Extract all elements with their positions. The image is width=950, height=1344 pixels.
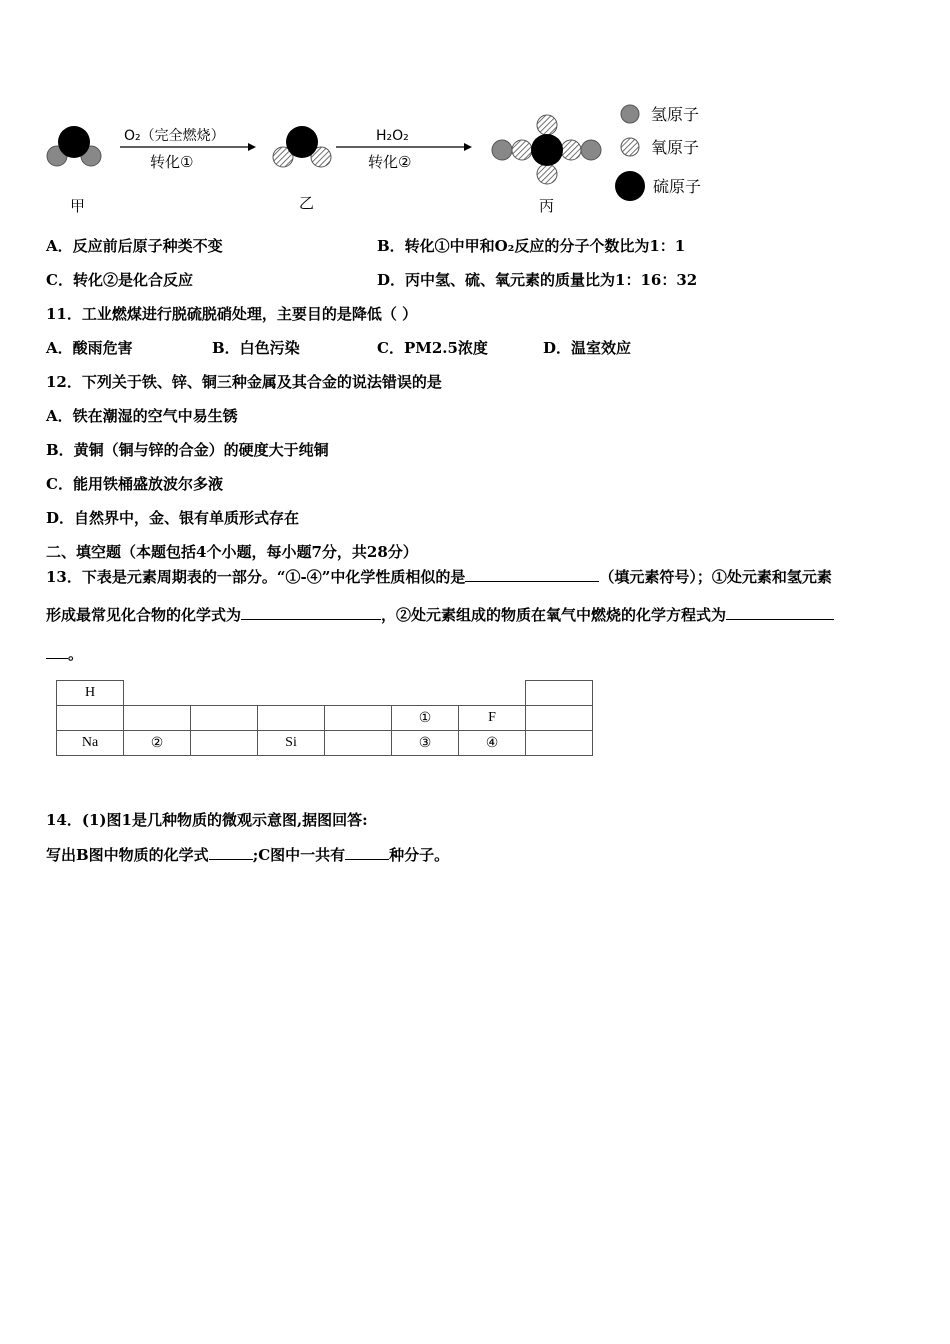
- table-cell: H: [57, 681, 124, 706]
- table-cell: [258, 706, 325, 731]
- q13-line-2: [46, 605, 834, 625]
- q11-option-c: C．PM2.5浓度: [377, 339, 488, 357]
- legend-oxygen-label: 氧原子: [651, 138, 700, 157]
- q13-blank-1[interactable]: [465, 567, 599, 582]
- molecule-bing: [492, 115, 601, 184]
- arrow1-top-text: O₂（完全燃烧）: [124, 128, 225, 144]
- table-cell: ①: [392, 706, 459, 731]
- q13-line-1: [46, 567, 832, 587]
- table-cell: [459, 681, 526, 706]
- q13-line-3: [46, 644, 83, 664]
- q10-option-c: C．转化②是化合反应: [46, 271, 193, 289]
- table-cell: [57, 706, 124, 731]
- table-cell: F: [459, 706, 526, 731]
- label-bing: 丙: [539, 197, 555, 215]
- molecule-jia: [47, 126, 101, 166]
- q13-blank-3-continued[interactable]: [46, 644, 68, 659]
- q14-stem: 14．(1)图1是几种物质的微观示意图,据图回答:: [46, 811, 368, 829]
- table-row: [57, 706, 593, 731]
- q14-blank-2[interactable]: [345, 845, 389, 860]
- q13-blank-2[interactable]: [241, 605, 381, 620]
- q10-option-d: D．丙中氢、硫、氧元素的质量比为1：16：32: [377, 271, 698, 289]
- q13-part-4: ，②处元素组成的物质在氧气中燃烧的化学方程式为: [381, 606, 727, 624]
- table-cell: [526, 706, 593, 731]
- arrow-conversion-2: [336, 128, 472, 171]
- q14-part-a: 写出B图中物质的化学式: [46, 846, 209, 864]
- legend: [615, 105, 701, 201]
- table-cell: [325, 681, 392, 706]
- table-cell: [392, 681, 459, 706]
- q13-part-3: 形成最常见化合物的化学式为: [46, 606, 242, 624]
- table-cell: [124, 706, 191, 731]
- periodic-table: [56, 680, 593, 756]
- q14-blank-1[interactable]: [209, 845, 253, 860]
- table-cell: [325, 706, 392, 731]
- table-cell: ④: [459, 731, 526, 756]
- q12-option-d: D．自然界中，金、银有单质形式存在: [46, 509, 300, 527]
- q14-part-b: ;C图中一共有: [252, 846, 346, 864]
- q14-part-c: 种分子。: [389, 846, 450, 864]
- table-cell: [325, 731, 392, 756]
- table-cell: [191, 706, 258, 731]
- arrow2-bottom-text: 转化②: [368, 153, 412, 171]
- q11-option-d: D．温室效应: [543, 339, 632, 357]
- q13-blank-3[interactable]: [726, 605, 834, 620]
- arrow1-bottom-text: 转化①: [150, 153, 194, 171]
- table-cell: Si: [258, 731, 325, 756]
- q13-part-2: （填元素符号）；①处元素和氢元素: [599, 568, 832, 586]
- q12-stem: 12．下列关于铁、锌、铜三种金属及其合金的说法错误的是: [46, 373, 442, 391]
- label-jia: 甲: [70, 197, 86, 215]
- q10-option-b: B．转化①中甲和O₂反应的分子个数比为1：1: [377, 237, 686, 255]
- arrow2-top-text: H₂O₂: [376, 128, 409, 144]
- table-cell: [258, 681, 325, 706]
- table-cell: Na: [57, 731, 124, 756]
- table-cell: [191, 681, 258, 706]
- q14-line-2: [46, 845, 449, 865]
- table-cell: [124, 681, 191, 706]
- q13-part-1: 13．下表是元素周期表的一部分。“①-④”中化学性质相似的是: [46, 568, 466, 586]
- table-cell: [526, 681, 593, 706]
- label-yi: 乙: [299, 194, 315, 212]
- q11-option-a: A．酸雨危害: [46, 339, 133, 357]
- table-row: [57, 731, 593, 756]
- molecule-yi: [273, 126, 331, 167]
- q12-option-c: C．能用铁桶盛放波尔多液: [46, 475, 223, 493]
- section-heading: 二、填空题（本题包括4个小题，每小题7分，共28分）: [46, 543, 418, 561]
- legend-hydrogen-label: 氢原子: [651, 105, 700, 124]
- q12-option-b: B．黄铜（铜与锌的合金）的硬度大于纯铜: [46, 441, 329, 459]
- q11-stem: 11．工业燃煤进行脱硫脱硝处理，主要目的是降低（ ）: [46, 305, 418, 323]
- table-cell: [191, 731, 258, 756]
- q10-option-a: A．反应前后原子种类不变: [46, 237, 223, 255]
- arrow-conversion-1: [120, 127, 256, 171]
- q13-part-5: 。: [68, 645, 84, 663]
- table-cell: ③: [392, 731, 459, 756]
- table-row: [57, 681, 593, 706]
- table-cell: [526, 731, 593, 756]
- table-cell: ②: [124, 731, 191, 756]
- q12-option-a: A．铁在潮湿的空气中易生锈: [46, 407, 238, 425]
- reaction-diagram: [40, 100, 740, 220]
- q11-option-b: B．白色污染: [212, 339, 300, 357]
- legend-sulfur-label: 硫原子: [653, 177, 702, 196]
